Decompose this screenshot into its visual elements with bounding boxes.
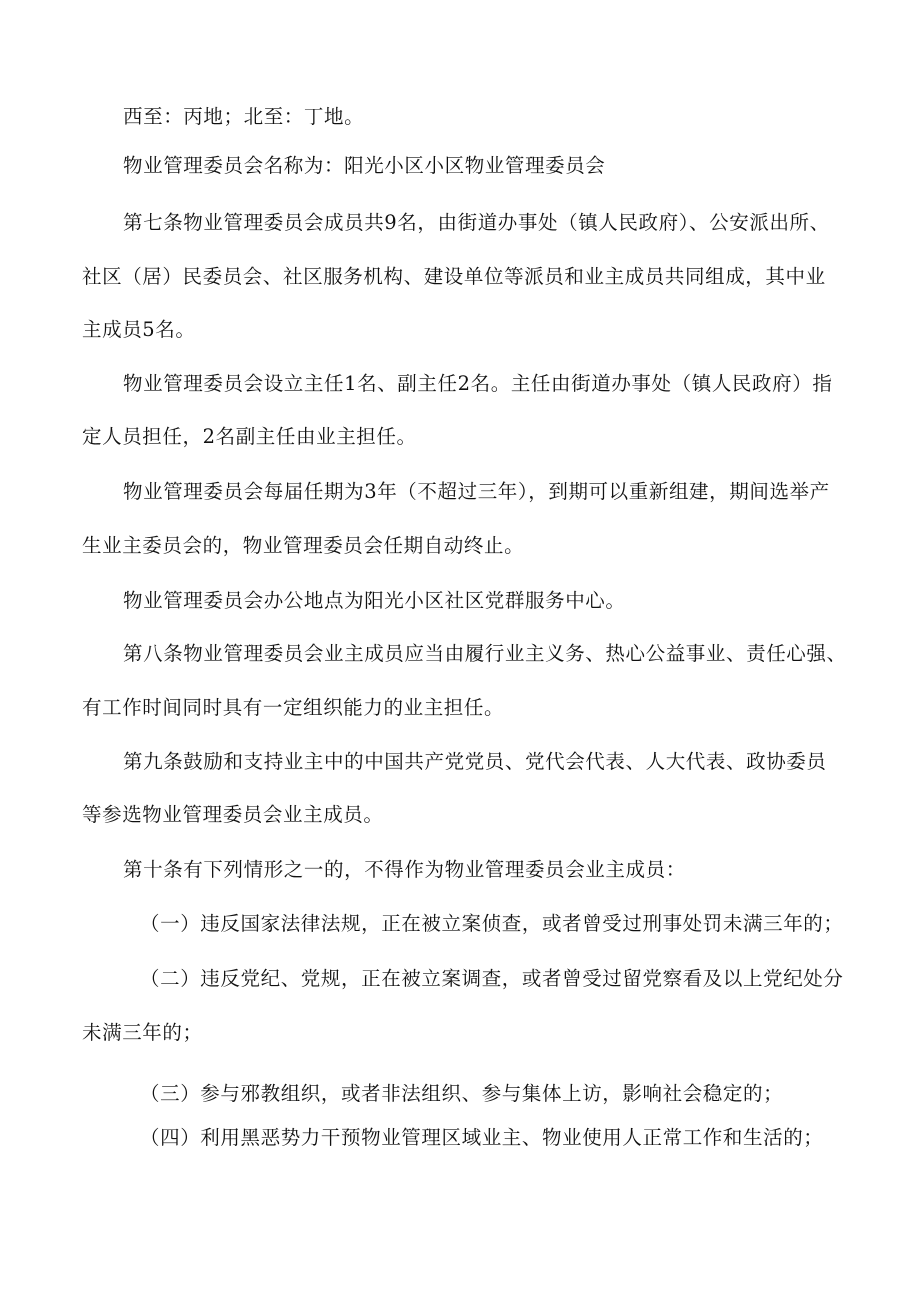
text-line: 第八条物业管理委员会业主成员应当由履行业主义务、热心公益事业、责任心强、 <box>123 642 847 665</box>
list-item: （一）违反国家法律法规，正在被立案侦查，或者曾受过刑事处罚未满三年的； <box>140 912 844 935</box>
text-line: 第九条鼓励和支持业主中的中国共产党党员、党代会代表、人大代表、政协委员 <box>123 750 827 773</box>
text-line: 物业管理委员会每届任期为3年（不超过三年），到期可以重新组建，期间选举产 <box>123 480 830 503</box>
list-item: （二）违反党纪、党规，正在被立案调查，或者曾受过留党察看及以上党纪处分 <box>140 967 844 990</box>
text-line: 等参选物业管理委员会业主成员。 <box>82 803 384 826</box>
text-line: 未满三年的； <box>82 1021 203 1044</box>
text-line: 主成员5名。 <box>82 318 196 341</box>
text-line: 有工作时间同时具有一定组织能力的业主担任。 <box>82 696 505 719</box>
text-line: 社区（居）民委员会、社区服务机构、建设单位等派员和业主成员共同组成，其中业 <box>82 265 826 288</box>
text-line: 物业管理委员会名称为：阳光小区小区物业管理委员会 <box>123 154 606 177</box>
text-line: 第七条物业管理委员会成员共9名，由街道办事处（镇人民政府）、公安派出所、 <box>123 211 830 234</box>
text-line: 定人员担任，2名副主任由业主担任。 <box>82 425 417 448</box>
text-line: 物业管理委员会办公地点为阳光小区社区党群服务中心。 <box>123 589 626 612</box>
list-item: （四）利用黑恶势力干预物业管理区域业主、物业使用人正常工作和生活的； <box>140 1126 824 1149</box>
text-line: 第十条有下列情形之一的，不得作为物业管理委员会业主成员： <box>123 858 686 881</box>
text-line: 物业管理委员会设立主任1名、副主任2名。主任由街道办事处（镇人民政府）指 <box>123 372 833 395</box>
text-line: 西至：丙地；北至：丁地。 <box>123 105 365 128</box>
list-item: （三）参与邪教组织，或者非法组织、参与集体上访，影响社会稳定的； <box>140 1082 784 1105</box>
text-line: 生业主委员会的，物业管理委员会任期自动终止。 <box>82 534 525 557</box>
